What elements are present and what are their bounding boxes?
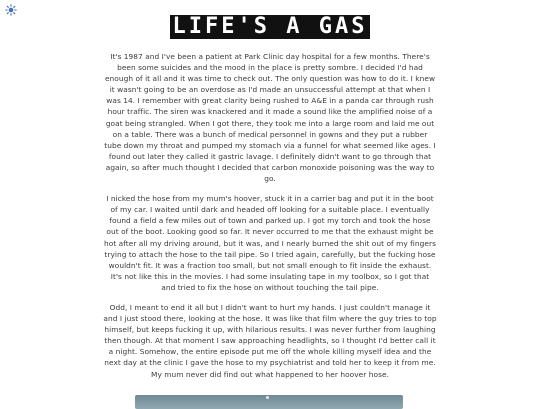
paragraph-1: It's 1987 and I've been a patient at Park Clinic day hospital for a few months. There's been some suicides and the mood in the place is pretty sombre. I decided I'd had enough of it all and it was time to check out. The only question was how to do it. I knew it wasn't going to be an overdose as I'd made an unsuccessful attempt at that when I was 14. I remember with great clarity being rushed to A&E in a panda car through rush hour traffic. The siren was knackered and it made a sound like the amplified noise of a goat being strangled. When I got there, they took me into a large room and laid me out on a table. There was a bunch of medical personnel in gowns and they put a rubber tube down my throat and pumped my stomach via a funnel for what seemed like ages. I found out later they called it gastric lavage. I definitely didn't want to go through that again, so after much thought I decided that carbon monoxide poisoning was the way to go.	[104, 52, 436, 184]
article-body	[103, 51, 437, 389]
page-title: LIFE'S A GAS	[170, 15, 371, 39]
image-marker	[266, 396, 269, 399]
article-image	[135, 395, 403, 409]
paragraph-2: I nicked the hose from my mum's hoover, stuck it in a carrier bag and put it in the boot of my car. I waited until dark and headed off looking for a suitable place. I eventually found a field a few miles out of town and parked up. I got my torch and took the hose out of the boot. Looking good so far. It never occurred to me that the exhaust might be hot after all my driving around, but it was, and I nearly burned the shit out of my fingers trying to attach the hose to the tail pipe. So I tried again, carefully, but the fucking hose wouldn't fit. It was a fraction too small, but not small enough to fit inside the exhaust. It's not like this in the movies. I had some insulating tape in my toolbox, so I got that and tried to fix the hose on without touching the tail pipe.	[104, 194, 436, 292]
paragraph-3: Odd, I meant to end it all but I didn't want to hurt my hands. I just couldn't manage it and I just stood there, looking at the hose. It was like that film where the guy tries to top himself, but keeps fucking it up, with hilarious results. I was never further from laughing then though. At that moment I saw approaching headlights, so I thought I'd better call it a night. Somehow, the entire episode put me off the whole killing myself idea and the next day at the clinic I gave the hose to my psychiatrist and told her to keep it from me. My mum never did find out what happened to her hoover hose.	[103, 302, 437, 379]
title-container	[0, 15, 540, 39]
